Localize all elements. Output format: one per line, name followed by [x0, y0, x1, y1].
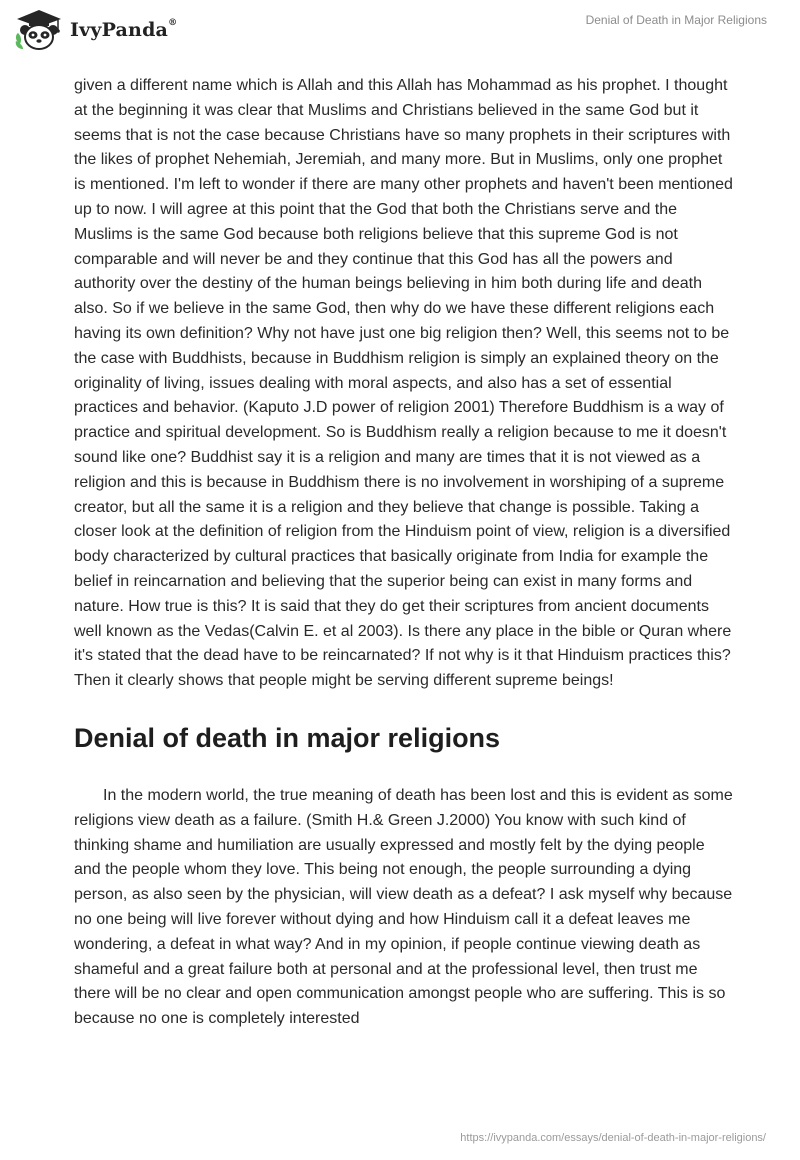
- source-url[interactable]: https://ivypanda.com/essays/denial-of-death-in-major-religions/: [460, 1132, 766, 1144]
- panda-graduate-icon: [14, 8, 64, 52]
- essay-body: [74, 74, 734, 1032]
- logo-text: IvyPanda®: [70, 18, 178, 41]
- section-heading: Denial of death in major religions: [74, 722, 501, 753]
- page-header: [0, 0, 800, 60]
- document-title: Denial of Death in Major Religions: [585, 13, 767, 27]
- ivypanda-logo[interactable]: [14, 8, 177, 52]
- body-paragraph: given a different name which is Allah and this Allah has Mohammad as his prophet. I thought at the beginning it was clear that Muslims and Christians believed in the same God but it seems that is not the case because Christians have so many prophets in their scriptures with the likes of prophet Nehemiah, Jeremiah, and many more. But in Muslims, only one prophet is mentioned. I'm left to wonder if there are many other prophets and haven't been mentioned up to now. I will agree at this point that the God that both the Christians serve and the Muslims is the same God because both religions believe that this supreme God is not comparable and will never be and they continue that this God has all the powers and authority over the destiny of the human beings believing in him both during life and death also. So if we believe in the same God, then why do we have these different religions each having its own definition? Why not have just one big religion then? Well, this seems not to be the case with Buddhists, because in Buddhism religion is simply an explained theory on the originality of living, issues dealing with moral aspects, and also has a set of essential practices and behavior. (Kaputo J.D power of religion 2001) Therefore Buddhism is a way of practice and spiritual development. So is Buddhism really a religion because to me it doesn't sound like one? Buddhist say it is a religion and many are times that it is not viewed as a religion and this is because in Buddhism there is no involvement in worshiping of a supreme creator, but all the same it is a religion and they believe that change is possible. Taking a closer look at the definition of religion from the Hinduism point of view, religion is a diversified body characterized by cultural practices that basically originate from India for example the belief in reincarnation and believing that the superior being can exist in many forms and nature. How true is this? It is said that they do get their scriptures from ancient documents well known as the Vedas(Calvin E. et al 2003). Is there any place in the bible or Quran where it's stated that the dead have to be reincarnated? If not why is it that Hinduism practices this? Then it clearly shows that people might be serving different supreme beings!: [74, 77, 733, 690]
- body-paragraph: In the modern world, the true meaning of death has been lost and this is evident as some religions view death as a failure. (Smith H.& Green J.2000) You know with such kind of thinking shame and humiliation are usually expressed and mostly felt by the dying people and the people whom they love. This being not enough, the people surrounding a dying person, as also seen by the physician, will view death as a defeat? I ask myself why because no one being will live forever without dying and how Hinduism call it a defeat leaves me wondering, a defeat in what way? And in my opinion, if people continue viewing death as shameful and a great failure both at personal and at the professional level, then trust me there will be no clear and open communication amongst people who are suffering. This is so because no one is completely interested: [74, 786, 733, 1028]
